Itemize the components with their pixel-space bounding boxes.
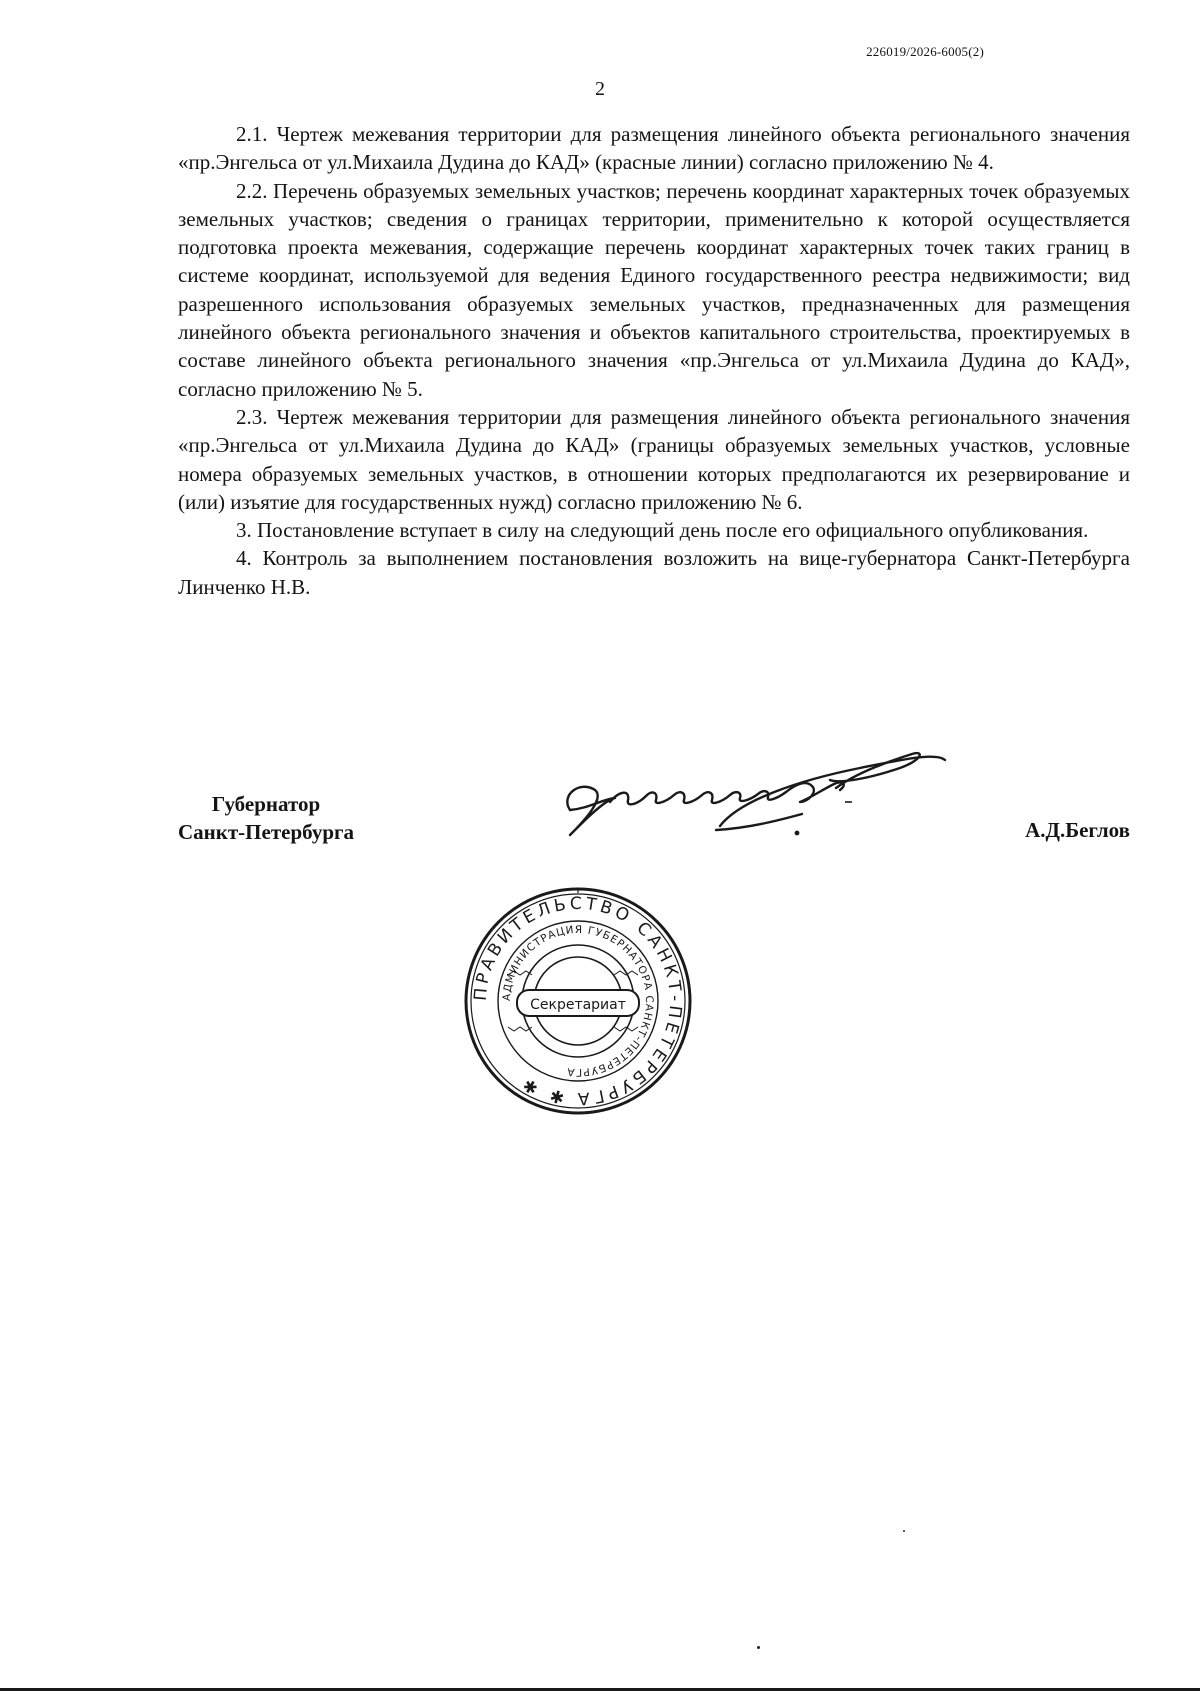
document-registration-number: 226019/2026-6005(2) bbox=[866, 44, 984, 59]
paragraph-2-3: 2.3. Чертеж межевания территории для размещения линейного объекта регионального значения «пр.Энгельса от ул.Михаила Дудина до КАД» (границы образуемых земельных участков, условные номера образуемых земельных участков, в отношении которых предполагаются их резервирование и (или) изъятие для государственных нужд) согласно приложению № 6. bbox=[178, 404, 1130, 514]
paragraph-2-1: 2.1. Чертеж межевания территории для размещения линейного объекта регионального значения «пр.Энгельса от ул.Михаила Дудина до КАД» (красные линии) согласно приложению № 4. bbox=[178, 122, 1130, 175]
signatory-position-line2: Санкт-Петербурга bbox=[178, 820, 355, 844]
signatory-position-line1: Губернатор bbox=[211, 792, 321, 816]
scan-speck bbox=[757, 1646, 760, 1649]
page-number: 2 bbox=[595, 78, 605, 100]
seal-outer-text: ПРАВИТЕЛЬСТВО САНКТ-ПЕТЕРБУРГА ✱ ✱ bbox=[470, 893, 686, 1109]
signatory-position bbox=[178, 790, 354, 846]
document-body bbox=[178, 120, 1130, 601]
seal-inner-text: АДМИНИСТРАЦИЯ ГУБЕРНАТОРА САНКТ-ПЕТЕРБУРГА bbox=[500, 923, 656, 1079]
signatory-name: А.Д.Беглов bbox=[1025, 818, 1130, 842]
paragraph-4: 4. Контроль за выполнением постановления возложить на вице-губернатора Санкт-Петербурга Линченко Н.В. bbox=[178, 546, 1130, 599]
scan-speck bbox=[903, 1530, 905, 1532]
official-seal bbox=[462, 885, 694, 1117]
handwritten-signature bbox=[540, 740, 960, 850]
seal-center-label: Секретариат bbox=[530, 997, 626, 1013]
paragraph-3: 3. Постановление вступает в силу на следующий день после его официального опубликования. bbox=[236, 518, 1089, 543]
paragraph-2-2: 2.2. Перечень образуемых земельных участков; перечень координат характерных точек образуемых земельных участков; сведения о границах территории, применительно к которой осуществляется подготовка проекта межевания, содержащие перечень координат характерных точек таких границ в системе координат, используемой для ведения Единого государственного реестра недвижимости; вид разрешенного использования образуемых земельных участков, предназначенных для размещения линейного объекта регионального значения и объектов капитального строительства, проектируемых в составе линейного объекта регионального значения «пр.Энгельса от ул.Михаила Дудина до КАД», согласно приложению № 5. bbox=[178, 178, 1130, 401]
scan-bottom-edge bbox=[0, 1688, 1200, 1691]
